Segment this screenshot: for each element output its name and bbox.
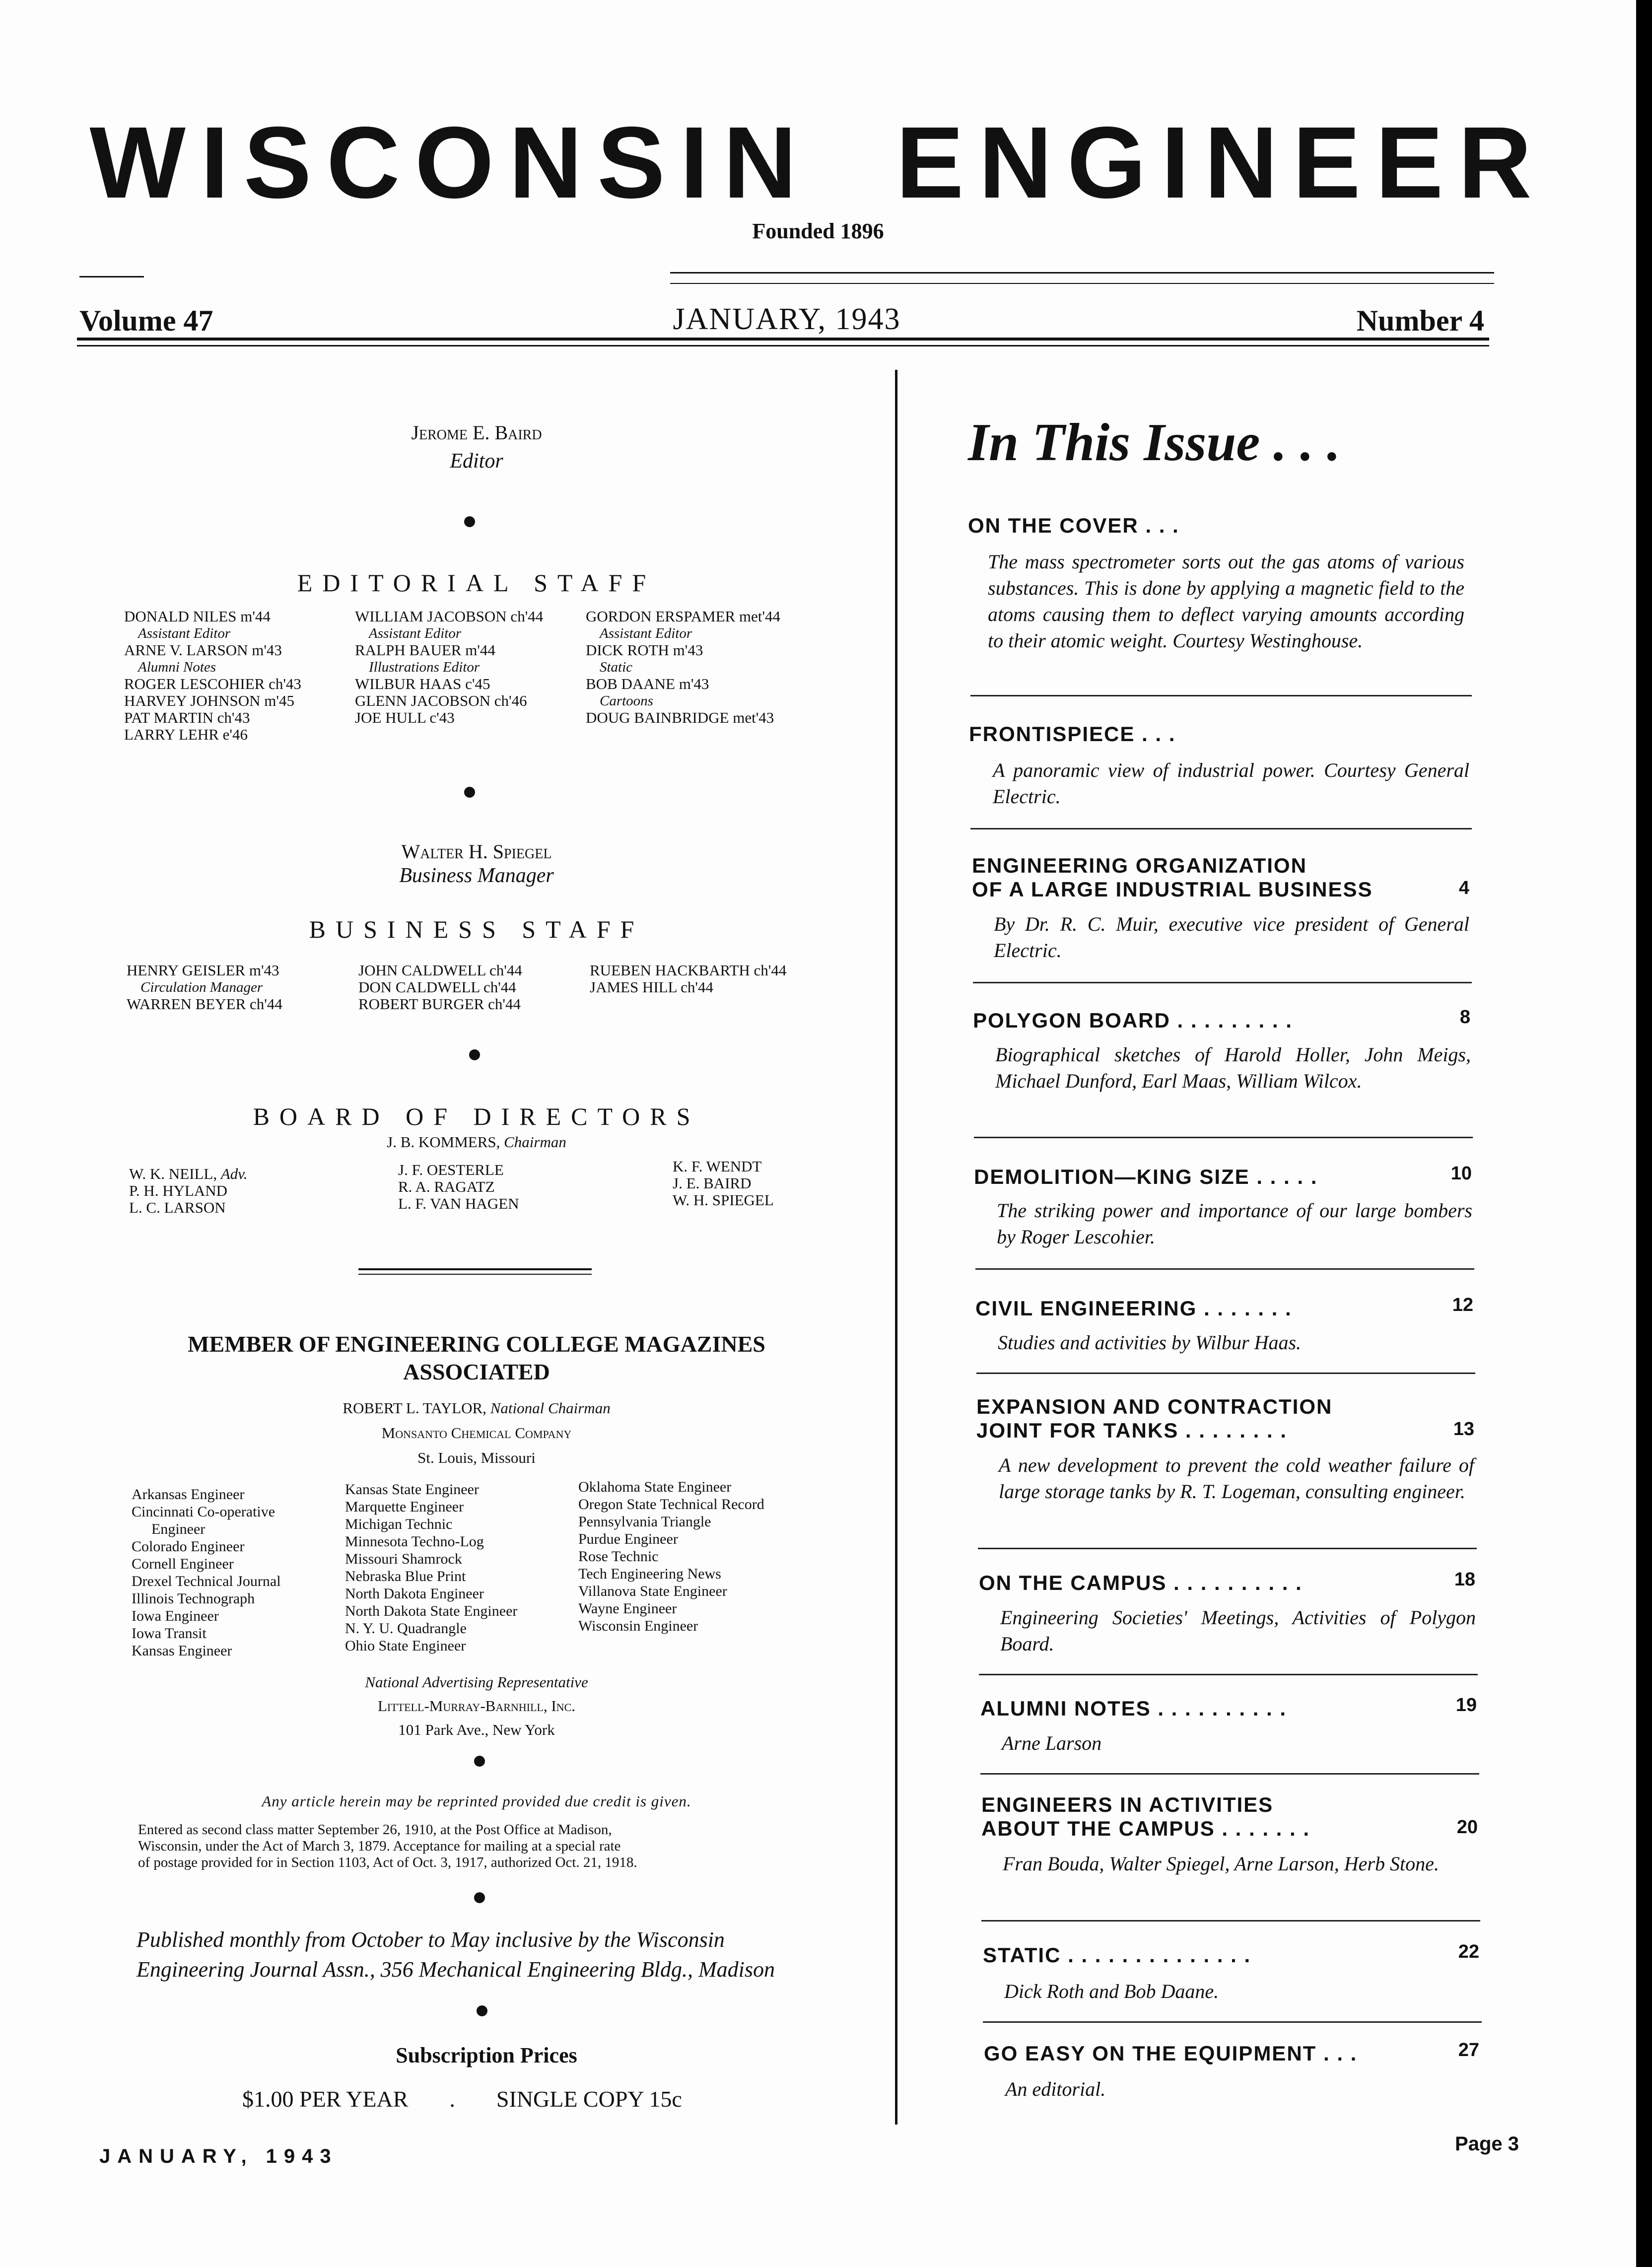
director-name: P. H. HYLAND [129,1182,228,1199]
toc-item-description: Engineering Societies' Meetings, Activities of Polygon Board. [1000,1606,1476,1655]
magazine-name: Minnesota Techno-Log [345,1533,484,1550]
director-name: L. C. LARSON [129,1199,226,1216]
staff-name: JOE HULL c'43 [355,709,455,726]
bullet-separator [464,787,475,798]
chairman-title: National Chairman [490,1399,611,1417]
board-heading: BOARD OF DIRECTORS [253,1102,700,1130]
chairman-title: Chairman [504,1133,566,1151]
magazine-name: Oregon State Technical Record [578,1496,764,1512]
toc-title-line: EXPANSION AND CONTRACTION [976,1395,1333,1418]
section-rule [358,1274,592,1275]
director-name: K. F. WENDT [673,1158,762,1175]
toc-divider [978,1548,1477,1549]
price-single-copy: SINGLE COPY 15c [496,2086,682,2112]
staff-name: PAT MARTIN ch'43 [124,709,250,726]
toc-item-title: ON THE CAMPUS . . . . . . . . . . [979,1571,1303,1594]
bullet-separator [474,1892,485,1903]
magazine-name: North Dakota Engineer [345,1585,484,1602]
magazine-name: Wisconsin Engineer [578,1618,698,1634]
staff-name: WILLIAM JACOBSON ch'44 [355,608,544,625]
toc-item-title: CIVIL ENGINEERING . . . . . . . [975,1297,1292,1320]
toc-item-title: ON THE COVER . . . [968,514,1179,537]
toc-divider [979,1674,1478,1675]
section-rule [358,1268,592,1270]
magazine-name: Rose Technic [578,1548,659,1565]
director-name: J. E. BAIRD [673,1174,752,1192]
masthead-rule [77,345,1489,346]
magazine-name: Marquette Engineer [345,1499,464,1515]
board-chairman [79,1134,874,1151]
toc-item-description: The striking power and importance of our large bombers by Roger Lescohier. [997,1199,1472,1248]
staff-name: ROBERT BURGER ch'44 [358,995,521,1013]
business-staff-col3 [590,962,786,996]
toc-item-page: 10 [1450,1163,1472,1184]
magazine-name: Iowa Engineer [132,1608,219,1624]
entered-notice [138,1822,637,1871]
magazine-name: Purdue Engineer [578,1531,678,1547]
board-col3 [673,1158,774,1209]
toc-item-page: 13 [1453,1419,1474,1440]
magazine-name: Missouri Shamrock [345,1551,462,1567]
staff-name: RALPH BAUER m'44 [355,641,495,659]
member-line: ASSOCIATED [403,1359,550,1384]
business-manager-title: Business Manager [399,864,554,887]
advertising-company: Littell-Murray-Barnhill, Inc. [377,1697,575,1715]
toc-divider [970,695,1472,696]
toc-item-description: Dick Roth and Bob Daane. [1004,1980,1219,2002]
toc-item-page: 27 [1458,2040,1479,2061]
staff-role: Circulation Manager [140,979,263,995]
toc-title-line: ABOUT THE CAMPUS . . . . . . . [981,1817,1310,1840]
magazine-name: Cornell Engineer [132,1556,234,1572]
toc-divider [970,828,1472,829]
volume-label: Volume 47 [79,304,213,337]
toc-divider [976,1373,1475,1374]
bullet-separator [474,1756,485,1767]
member-company: Monsanto Chemical Company [381,1424,572,1442]
title-wisconsin: WISCONSIN [89,106,812,219]
business-staff-col1 [127,962,282,1013]
staff-name: DON CALDWELL ch'44 [358,978,516,996]
toc-divider [980,1773,1479,1775]
footer-page-number: Page 3 [1455,2133,1519,2155]
magazine-name: Pennsylvania Triangle [578,1513,711,1530]
entered-line: Wisconsin, under the Act of March 3, 1879. Acceptance for mailing at a special rate [138,1838,621,1854]
masthead-rule [77,338,1489,341]
magazine-name: Michigan Technic [345,1516,453,1532]
toc-item-description: A panoramic view of industrial power. Courtesy General Electric. [993,759,1469,808]
staff-name: WILBUR HAAS c'45 [355,675,490,692]
board-col2 [398,1162,519,1212]
toc-item-title: STATIC . . . . . . . . . . . . . . [983,1943,1251,1967]
staff-name: JAMES HILL ch'44 [590,978,713,996]
member-magazines-col1 [132,1486,281,1659]
staff-name: GORDON ERSPAMER met'44 [586,608,780,625]
member-magazines-col3 [578,1478,764,1635]
published-line: Published monthly from October to May inclusive by the Wisconsin [137,1927,725,1952]
toc-item-description: By Dr. R. C. Muir, executive vice president of General Electric. [994,913,1469,962]
footer-date: JANUARY, 1943 [99,2145,338,2167]
director-name-text: W. K. NEILL, [129,1165,217,1182]
toc-heading: In This Issue . . . [968,413,1341,472]
toc-item-description: The mass spectrometer sorts out the gas atoms of various substances. This is done by applying a magnetic field to the atoms causing them to deflect varying amounts according to their atomic weight. Courtesy Westinghouse. [988,550,1464,652]
staff-name: GLENN JACOBSON ch'46 [355,692,527,709]
toc-item-title [976,1395,1332,1443]
staff-role: Assistant Editor [369,625,462,641]
toc-item-page: 4 [1458,878,1469,898]
board-col1 [129,1166,247,1216]
toc-item-page: 20 [1456,1817,1478,1838]
magazine-name: Oklahoma State Engineer [578,1479,732,1495]
price-per-year: $1.00 PER YEAR [242,2086,409,2112]
magazine-name: Kansas State Engineer [345,1481,479,1498]
editor-name: Jerome E. Baird [411,421,542,444]
staff-name: BOB DAANE m'43 [586,675,709,692]
magazine-name: Colorado Engineer [132,1538,245,1555]
magazine-name: Nebraska Blue Print [345,1568,466,1584]
reprint-notice: Any article herein may be reprinted provided due credit is given. [262,1792,691,1810]
magazine-name: Engineer [151,1521,206,1537]
staff-name: DONALD NILES m'44 [124,608,271,625]
toc-item-description: Studies and activities by Wilbur Haas. [998,1331,1302,1354]
toc-item-description: Fran Bouda, Walter Spiegel, Arne Larson, Herb Stone. [1003,1853,1439,1875]
toc-divider [981,1920,1480,1922]
director-name [129,1166,247,1182]
bullet-separator [464,516,475,527]
staff-role: Illustrations Editor [369,659,480,675]
director-name: R. A. RAGATZ [398,1178,495,1195]
masthead-rule [670,283,1494,284]
toc-title-line: ENGINEERING ORGANIZATION [972,854,1307,877]
director-name: L. F. VAN HAGEN [398,1195,519,1212]
toc-item-description: Arne Larson [1002,1732,1102,1754]
editorial-staff-col3 [586,608,780,726]
magazine-name: Tech Engineering News [578,1566,721,1582]
masthead-rule [79,276,144,277]
member-city: St. Louis, Missouri [417,1449,536,1466]
column-divider [895,370,897,2125]
staff-name: ROGER LESCOHIER ch'43 [124,675,301,692]
magazine-name: Iowa Transit [132,1625,206,1642]
business-manager-name: Walter H. Spiegel [401,840,552,863]
staff-name: ARNE V. LARSON m'43 [124,641,282,659]
staff-role: Alumni Notes [138,659,216,675]
toc-divider [974,1137,1473,1138]
issue-number: Number 4 [1356,304,1484,337]
member-heading [79,1330,874,1386]
toc-item-page: 18 [1454,1569,1475,1590]
editorial-staff-heading: EDITORIAL STAFF [297,569,656,597]
toc-item-title: DEMOLITION—KING SIZE . . . . . [974,1165,1318,1188]
member-line: MEMBER OF ENGINEERING COLLEGE MAGAZINES [188,1331,765,1357]
chairman-name: ROBERT L. TAYLOR, [343,1399,486,1417]
magazine-name: Kansas Engineer [132,1643,232,1659]
toc-item-page: 22 [1458,1941,1479,1962]
director-role: Adv. [220,1165,248,1182]
title-engineer: ENGINEER [895,106,1547,219]
toc-title-line: OF A LARGE INDUSTRIAL BUSINESS [972,878,1373,901]
business-staff-col2 [358,962,522,1013]
toc-item-page: 12 [1452,1295,1473,1315]
magazine-name: Illinois Technograph [132,1590,255,1607]
toc-item-description: An editorial. [1005,2078,1106,2100]
staff-role: Cartoons [600,693,653,709]
toc-title-line: JOINT FOR TANKS . . . . . . . . [976,1419,1287,1442]
bullet-separator [477,2005,487,2016]
chairman-name: J. B. KOMMERS, [387,1133,500,1151]
subscription-prices [242,2086,682,2112]
toc-item-title: ALUMNI NOTES . . . . . . . . . . [980,1697,1287,1720]
staff-name: HARVEY JOHNSON m'45 [124,692,294,709]
editorial-staff-col1 [124,608,301,743]
staff-name: LARRY LEHR e'46 [124,726,248,743]
toc-item-page: 19 [1455,1695,1477,1716]
founded-line: Founded 1896 [752,219,884,243]
director-name: W. H. SPIEGEL [673,1191,774,1209]
member-magazines-col2 [345,1481,517,1654]
price-separator: . [449,2086,455,2112]
subscription-heading: Subscription Prices [396,2043,577,2067]
masthead-title [0,106,1636,219]
editor-title: Editor [450,450,503,473]
director-name: J. F. OESTERLE [398,1161,504,1178]
magazine-name: N. Y. U. Quadrangle [345,1620,467,1637]
issue-date: JANUARY, 1943 [673,302,901,336]
toc-item-description: A new development to prevent the cold weather failure of large storage tanks by R. T. Logeman, consulting engineer. [999,1454,1474,1503]
staff-name: RUEBEN HACKBARTH ch'44 [590,962,787,979]
toc-item-title: FRONTISPIECE . . . [969,722,1176,746]
staff-name: JOHN CALDWELL ch'44 [358,962,522,979]
toc-item-title: POLYGON BOARD . . . . . . . . . [973,1009,1293,1032]
advertising-label: National Advertising Representative [365,1673,588,1691]
toc-item-title: GO EASY ON THE EQUIPMENT . . . [984,2042,1358,2065]
toc-item-page: 8 [1459,1007,1470,1028]
business-staff-heading: BUSINESS STAFF [309,915,644,943]
published-notice [137,1925,775,1985]
staff-role: Assistant Editor [600,625,692,641]
toc-item-description: Biographical sketches of Harold Holler, John Meigs, Michael Dunford, Earl Maas, William Wilcox. [995,1043,1471,1092]
member-chairman [79,1400,874,1417]
magazine-name: Wayne Engineer [578,1600,677,1617]
toc-divider [975,1268,1474,1270]
staff-name: HENRY GEISLER m'43 [127,962,279,979]
magazine-name: Ohio State Engineer [345,1638,466,1654]
toc-title-line: ENGINEERS IN ACTIVITIES [981,1793,1274,1816]
staff-role: Static [600,659,633,675]
magazine-name: North Dakota State Engineer [345,1603,518,1619]
entered-line: Entered as second class matter September 26, 1910, at the Post Office at Madison, [138,1822,612,1838]
toc-divider [973,982,1472,983]
masthead-rule [670,272,1494,274]
staff-role: Assistant Editor [138,625,231,641]
magazine-name: Cincinnati Co-operative [132,1504,275,1520]
editorial-staff-col2 [355,608,543,726]
entered-line: of postage provided for in Section 1103, Act of Oct. 3, 1917, authorized Oct. 21, 1918. [138,1855,637,1870]
staff-name: DOUG BAINBRIDGE met'43 [586,709,774,726]
advertising-address: 101 Park Ave., New York [398,1721,555,1738]
scan-border [1636,0,1652,2267]
magazine-name: Arkansas Engineer [132,1486,245,1503]
staff-name: WARREN BEYER ch'44 [127,995,282,1013]
staff-name: DICK ROTH m'43 [586,641,703,659]
toc-item-title [981,1793,1310,1841]
magazine-name: Drexel Technical Journal [132,1573,281,1589]
published-line: Engineering Journal Assn., 356 Mechanical Engineering Bldg., Madison [137,1957,775,1982]
toc-divider [983,2021,1482,2023]
bullet-separator [469,1049,480,1060]
magazine-name: Villanova State Engineer [578,1583,727,1599]
toc-item-title [972,854,1373,901]
